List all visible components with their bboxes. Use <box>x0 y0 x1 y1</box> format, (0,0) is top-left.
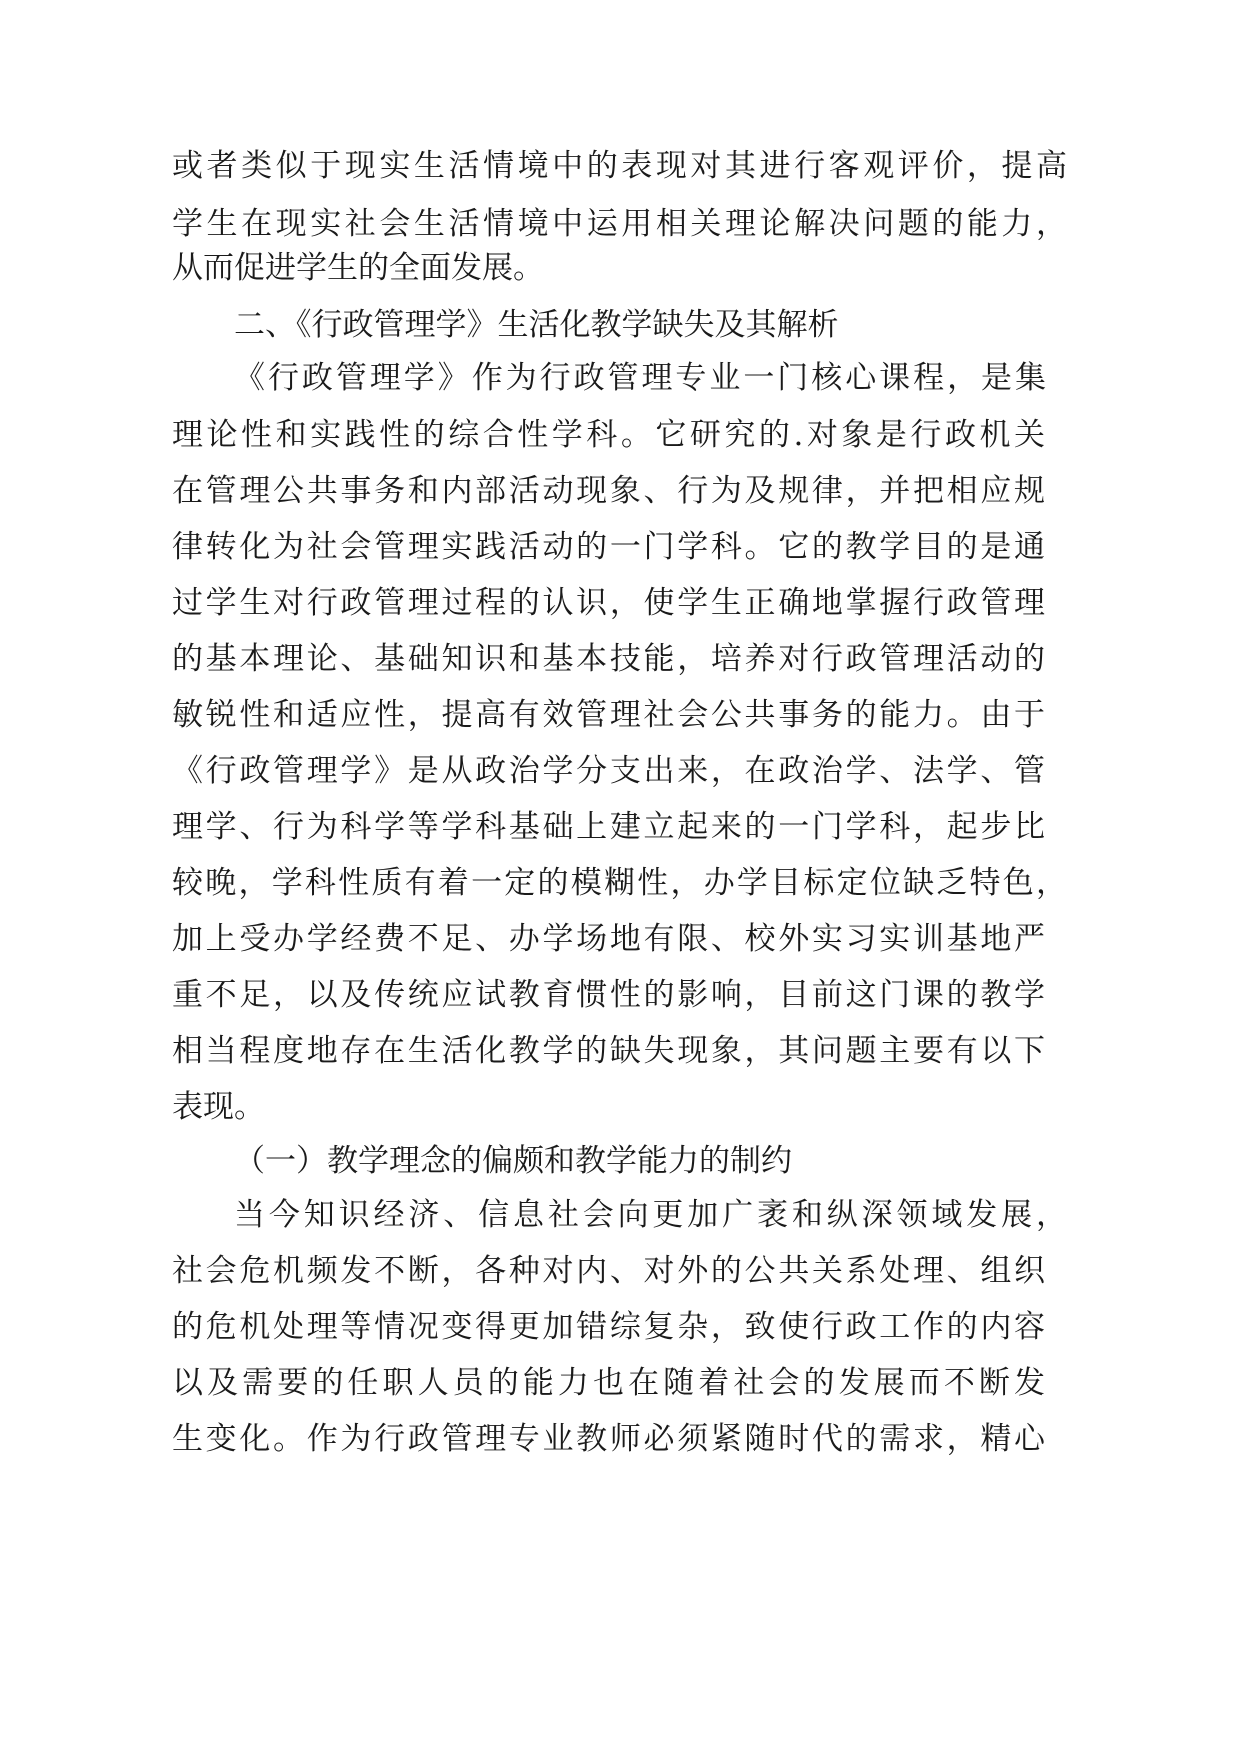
text-line: 重不足，以及传统应试教育惯性的影响，目前这门课的教学 <box>172 977 1045 1013</box>
text-line: 当今知识经济、信息社会向更加广袤和纵深领域发展， <box>234 1197 1067 1233</box>
text-line: 相当程度地存在生活化教学的缺失现象，其问题主要有以下 <box>172 1033 1045 1069</box>
text-line: 表现。 <box>172 1089 265 1125</box>
text-line: 或者类似于现实生活情境中的表现对其进行客观评价，提高 <box>172 148 1067 184</box>
text-line: 以及需要的任职人员的能力也在随着社会的发展而不断发 <box>172 1365 1045 1401</box>
text-line: 理论性和实践性的综合性学科。它研究的.对象是行政机关 <box>172 417 1045 453</box>
text-line: 社会危机频发不断，各种对内、对外的公共关系处理、组织 <box>172 1253 1045 1289</box>
text-line: 在管理公共事务和内部活动现象、行为及规律，并把相应规 <box>172 473 1045 509</box>
text-line: 较晚，学科性质有着一定的模糊性，办学目标定位缺乏特色， <box>172 865 1067 901</box>
text-line: 《行政管理学》是从政治学分支出来，在政治学、法学、管 <box>172 753 1045 789</box>
text-line: 从而促进学生的全面发展。 <box>172 250 544 286</box>
section-heading: 二、《行政管理学》生活化教学缺失及其解析 <box>234 307 839 343</box>
text-line: 理学、行为科学等学科基础上建立起来的一门学科，起步比 <box>172 809 1045 845</box>
text-line: 律转化为社会管理实践活动的一门学科。它的教学目的是通 <box>172 529 1045 565</box>
text-line: 加上受办学经费不足、办学场地有限、校外实习实训基地严 <box>172 921 1045 957</box>
text-line: 过学生对行政管理过程的认识，使学生正确地掌握行政管理 <box>172 585 1045 621</box>
text-line: 学生在现实社会生活情境中运用相关理论解决问题的能力， <box>172 206 1067 242</box>
text-line: 生变化。作为行政管理专业教师必须紧随时代的需求，精心 <box>172 1421 1045 1457</box>
subsection-heading: （一）教学理念的偏颇和教学能力的制约 <box>234 1143 792 1179</box>
text-line: 的基本理论、基础知识和基本技能，培养对行政管理活动的 <box>172 641 1045 677</box>
text-line: 敏锐性和适应性，提高有效管理社会公共事务的能力。由于 <box>172 697 1045 733</box>
text-line: 的危机处理等情况变得更加错综复杂，致使行政工作的内容 <box>172 1309 1045 1345</box>
text-line: 《行政管理学》作为行政管理专业一门核心课程，是集 <box>234 360 1046 396</box>
